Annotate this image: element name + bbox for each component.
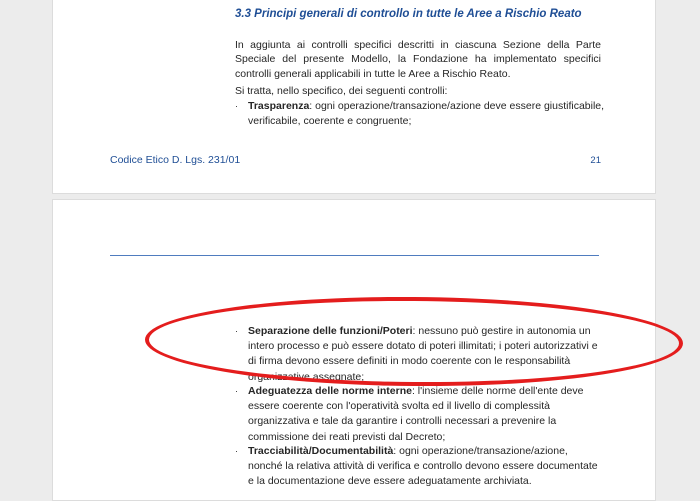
bullet-term: Trasparenza (248, 100, 310, 112)
bullet-marker: · (235, 326, 238, 336)
document-page-21 (52, 0, 656, 194)
page-number: 21 (590, 155, 601, 166)
controls-intro: Si tratta, nello specifico, dei seguenti controlli: (235, 85, 448, 97)
footer-document-title: Codice Etico D. Lgs. 231/01 (110, 154, 241, 166)
list-item (235, 444, 605, 490)
bullet-text: : ogni operazione/transazione/azione deve essere giustificabile, verificabile, coerente e congruente; (248, 100, 605, 128)
bullet-text: : nessuno può gestire in autonomia un intero processo e può essere dotato di poteri illimitati; i poteri autorizzativi e di firma devono essere definiti in modo coerente con le responsabilità organizzative assegnate; (248, 325, 598, 383)
list-item (235, 384, 605, 445)
bullet-marker: · (235, 446, 238, 456)
section-heading: 3.3 Principi generali di controllo in tutte le Aree a Rischio Reato (235, 8, 582, 20)
list-item (235, 324, 605, 385)
bullet-term: Separazione delle funzioni/Poteri (248, 325, 413, 337)
bullet-text: : ogni operazione/transazione/azione, nonché la relativa attività di verifica e controllo devono essere documentate e la documentazione deve essere adeguatamente archiviata. (248, 445, 598, 488)
body-paragraph: In aggiunta ai controlli specifici descritti in ciascuna Sezione della Parte Speciale del presente Modello, la Fondazione ha implementato specifici controlli generali applicabili in tutte le Aree a Rischio Reato. (235, 39, 601, 80)
bullet-marker: · (235, 386, 238, 396)
bullet-term: Tracciabilità/Documentabilità (248, 445, 394, 457)
bullet-marker: · (235, 101, 238, 111)
document-page-22 (52, 199, 656, 501)
bullet-text: : l'insieme delle norme dell'ente deve essere coerente con l'operatività svolta ed il livello di complessità organizzativa e tale da garantire i controlli necessari a prevenire la commissione dei reati previsti dal Decreto; (248, 385, 584, 443)
list-item (235, 99, 605, 129)
bullet-term: Adeguatezza delle norme interne (248, 385, 412, 397)
header-rule (110, 255, 599, 256)
